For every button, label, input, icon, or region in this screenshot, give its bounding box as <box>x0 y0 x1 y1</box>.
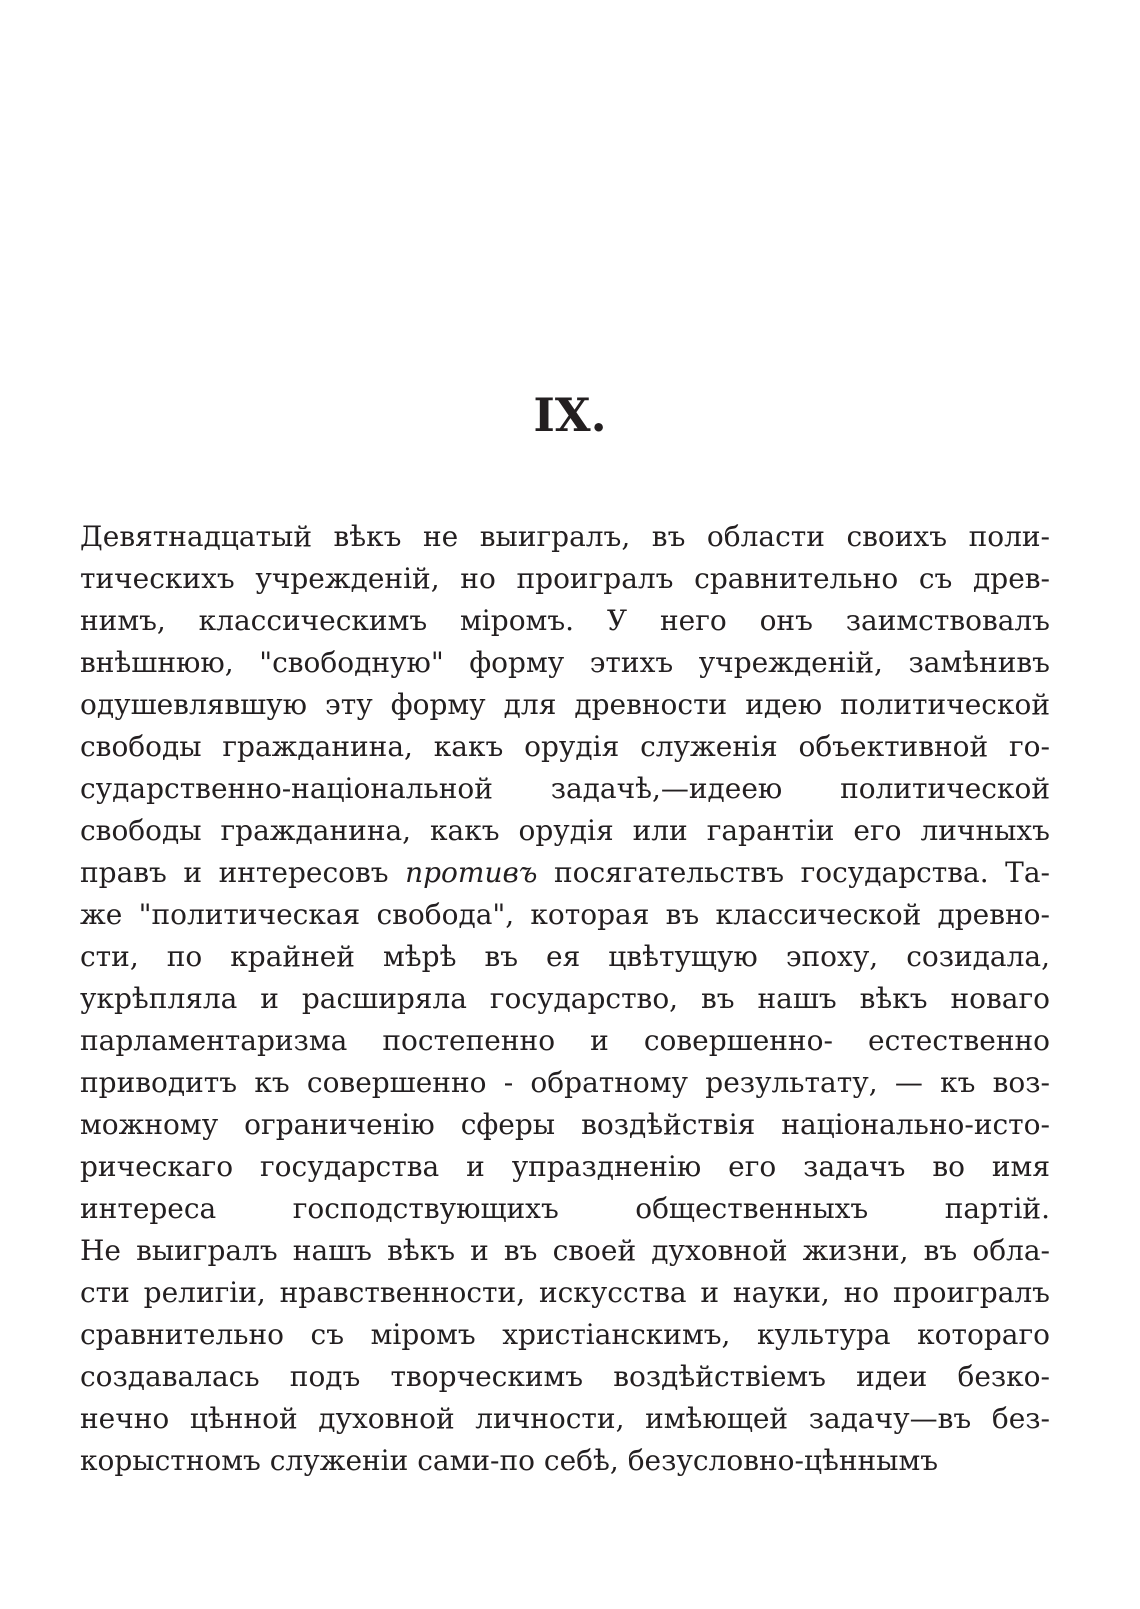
text-line: парламентаризма постепенно и совершенно- естественно <box>80 1024 1050 1057</box>
text-line: создавалась подъ творческимъ воздѣйствіемъ идеи безко- <box>80 1360 1050 1393</box>
text-line: укрѣпляла и расширяла государство, въ нашъ вѣкъ новаго <box>80 982 1050 1015</box>
text-line: сударственно-національной задачѣ,—идеею политической <box>80 772 1050 805</box>
text-line: одушевлявшую эту форму для древности идею политической <box>80 688 1050 721</box>
italic-word: противъ <box>405 856 538 889</box>
text-line: корыстномъ служеніи сами-по себѣ, безусловно-цѣннымъ <box>80 1444 939 1477</box>
text-line: нечно цѣнной духовной личности, имѣющей задачу—въ без- <box>80 1402 1050 1435</box>
text-line: сравнительно съ міромъ христіанскимъ, культура котораго <box>80 1318 1050 1351</box>
text-segment: правъ и интересовъ <box>80 856 406 889</box>
text-line: Девятнадцатый вѣкъ не выигралъ, въ области своихъ поли- <box>80 520 1050 553</box>
text-line <box>80 852 1050 894</box>
text-line: тическихъ учрежденій, но проигралъ сравнительно съ древ- <box>80 562 1050 595</box>
text-segment: посягательствъ государства. Та- <box>537 856 1050 889</box>
text-line: можному ограниченію сферы воздѣйствія національно-исто- <box>80 1108 1050 1141</box>
body-text <box>80 516 1050 1482</box>
text-line: Не выигралъ нашъ вѣкъ и въ своей духовной жизни, въ обла- <box>80 1234 1050 1267</box>
text-line: свободы гражданина, какъ орудія служенія объективной го- <box>80 730 1050 763</box>
text-line: нимъ, классическимъ міромъ. У него онъ заимствовалъ <box>80 604 1050 637</box>
text-line: же "политическая свобода", которая въ классической древно- <box>80 898 1050 931</box>
text-line: приводитъ къ совершенно - обратному результату, — къ воз- <box>80 1066 1050 1099</box>
text-line: внѣшнюю, "свободную" форму этихъ учрежденій, замѣнивъ <box>80 646 1050 679</box>
text-line: рическаго государства и упраздненію его задачъ во имя <box>80 1150 1050 1183</box>
text-line: свободы гражданина, какъ орудія или гарантіи его личныхъ <box>80 814 1050 847</box>
text-line: сти, по крайней мѣрѣ въ ея цвѣтущую эпоху, созидала, <box>80 940 1050 973</box>
text-line: сти религіи, нравственности, искусства и науки, но проигралъ <box>80 1276 1050 1309</box>
text-line: интереса господствующихъ общественныхъ партій. <box>80 1192 1050 1225</box>
chapter-heading: IX. <box>533 388 607 442</box>
